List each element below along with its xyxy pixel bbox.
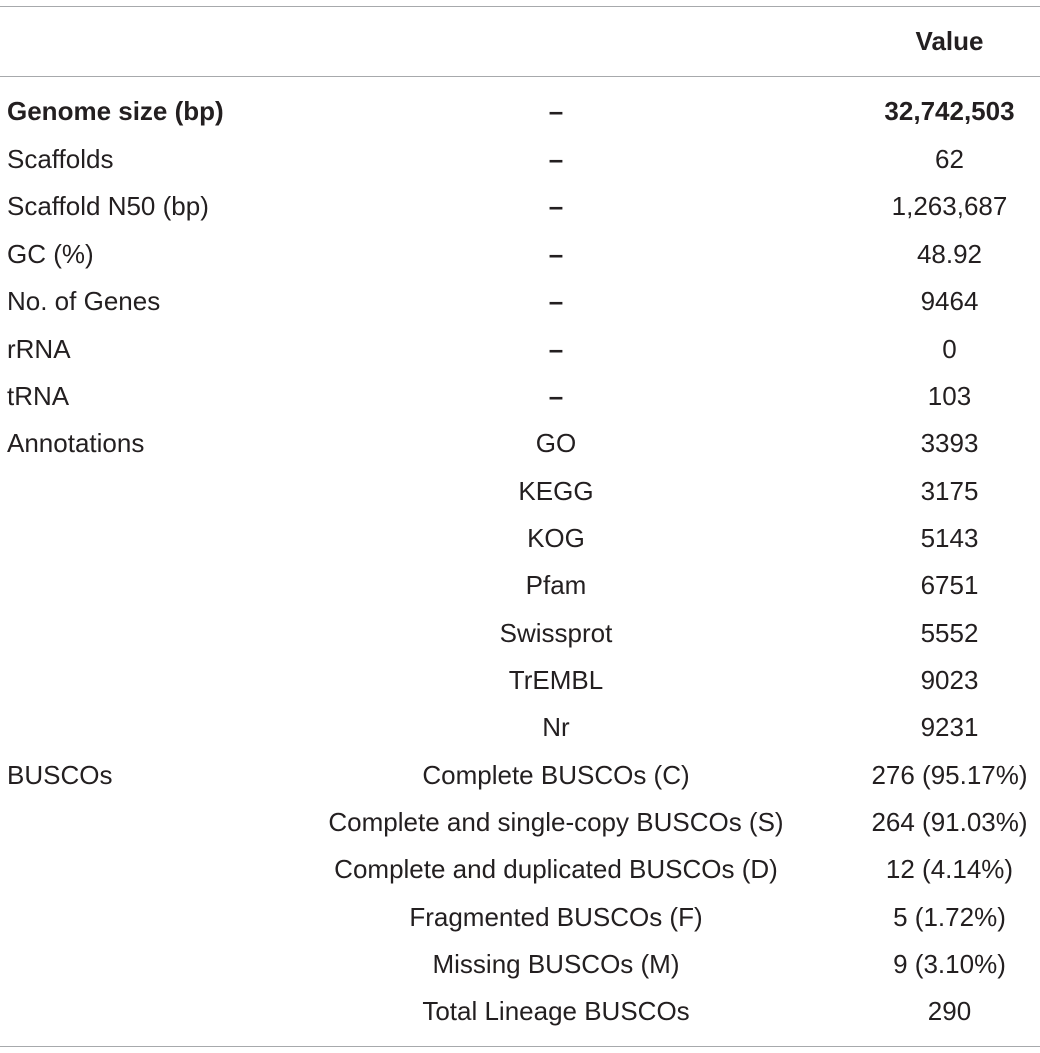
- row-label: BUSCOs: [7, 760, 113, 790]
- row-sub: Fragmented BUSCOs (F): [409, 902, 703, 932]
- row-value: 9 (3.10%): [893, 949, 1006, 979]
- row-label: tRNA: [7, 381, 70, 411]
- table-top-rule: [0, 6, 1040, 7]
- row-value: 0: [942, 334, 957, 364]
- table-row: [0, 657, 1040, 704]
- table-row: [0, 894, 1040, 941]
- row-label: GC (%): [7, 239, 94, 269]
- row-value: 5143: [920, 523, 979, 553]
- row-sub: GO: [535, 428, 577, 458]
- row-value: 264 (91.03%): [871, 807, 1028, 837]
- table-row: [0, 846, 1040, 893]
- row-sub: Swissprot: [499, 618, 613, 648]
- row-value: 9231: [920, 712, 979, 742]
- row-value: 48.92: [916, 239, 983, 269]
- table-row: [0, 373, 1040, 420]
- row-sub: Complete BUSCOs (C): [422, 760, 690, 790]
- row-label: Scaffolds: [7, 144, 114, 174]
- row-sub: Missing BUSCOs (M): [432, 949, 680, 979]
- row-value: 9023: [920, 665, 979, 695]
- row-value: 62: [935, 144, 964, 174]
- table-row: [0, 278, 1040, 325]
- row-sub: –: [548, 334, 564, 364]
- header-col-sub: [300, 18, 812, 65]
- table-row: [0, 562, 1040, 609]
- table-row: [0, 799, 1040, 846]
- table-row: [0, 468, 1040, 515]
- row-sub: KEGG: [518, 476, 594, 506]
- table-row: [0, 752, 1040, 799]
- table-row: [0, 326, 1040, 373]
- row-label: Annotations: [7, 428, 145, 458]
- row-value: 3175: [920, 476, 979, 506]
- header-col-value: Value: [915, 26, 984, 56]
- row-sub: Pfam: [525, 570, 587, 600]
- row-value: 1,263,687: [891, 191, 1008, 221]
- row-sub: –: [548, 239, 564, 269]
- row-label: No. of Genes: [7, 286, 161, 316]
- table-row: [0, 183, 1040, 230]
- row-sub: –: [548, 191, 564, 221]
- table-row: [0, 88, 1040, 135]
- table-header-row: [0, 18, 1040, 65]
- row-label: rRNA: [7, 334, 71, 364]
- row-sub: –: [548, 144, 564, 174]
- row-value: 103: [927, 381, 972, 411]
- row-label: Genome size (bp): [7, 96, 224, 126]
- row-value: 32,742,503: [884, 96, 1015, 126]
- row-value: 5 (1.72%): [893, 902, 1006, 932]
- table-row: [0, 136, 1040, 183]
- row-sub: Nr: [542, 712, 570, 742]
- table-bottom-rule: [0, 1046, 1040, 1047]
- row-sub: Complete and duplicated BUSCOs (D): [334, 854, 778, 884]
- table-header-rule: [0, 76, 1040, 77]
- row-sub: –: [548, 96, 564, 126]
- row-sub: Complete and single-copy BUSCOs (S): [328, 807, 784, 837]
- row-value: 3393: [920, 428, 979, 458]
- row-value: 276 (95.17%): [871, 760, 1028, 790]
- row-value: 12 (4.14%): [885, 854, 1014, 884]
- row-value: 290: [927, 996, 972, 1026]
- row-sub: TrEMBL: [508, 665, 604, 695]
- table-row: [0, 231, 1040, 278]
- table-row: [0, 941, 1040, 988]
- row-label: Scaffold N50 (bp): [7, 191, 209, 221]
- table-row: [0, 704, 1040, 751]
- row-sub: –: [548, 381, 564, 411]
- row-value: 5552: [920, 618, 979, 648]
- row-value: 6751: [920, 570, 979, 600]
- row-value: 9464: [920, 286, 979, 316]
- row-sub: Total Lineage BUSCOs: [422, 996, 690, 1026]
- row-sub: –: [548, 286, 564, 316]
- table-row: [0, 610, 1040, 657]
- table-row: [0, 420, 1040, 467]
- table-row: [0, 988, 1040, 1035]
- row-sub: KOG: [527, 523, 585, 553]
- table-row: [0, 515, 1040, 562]
